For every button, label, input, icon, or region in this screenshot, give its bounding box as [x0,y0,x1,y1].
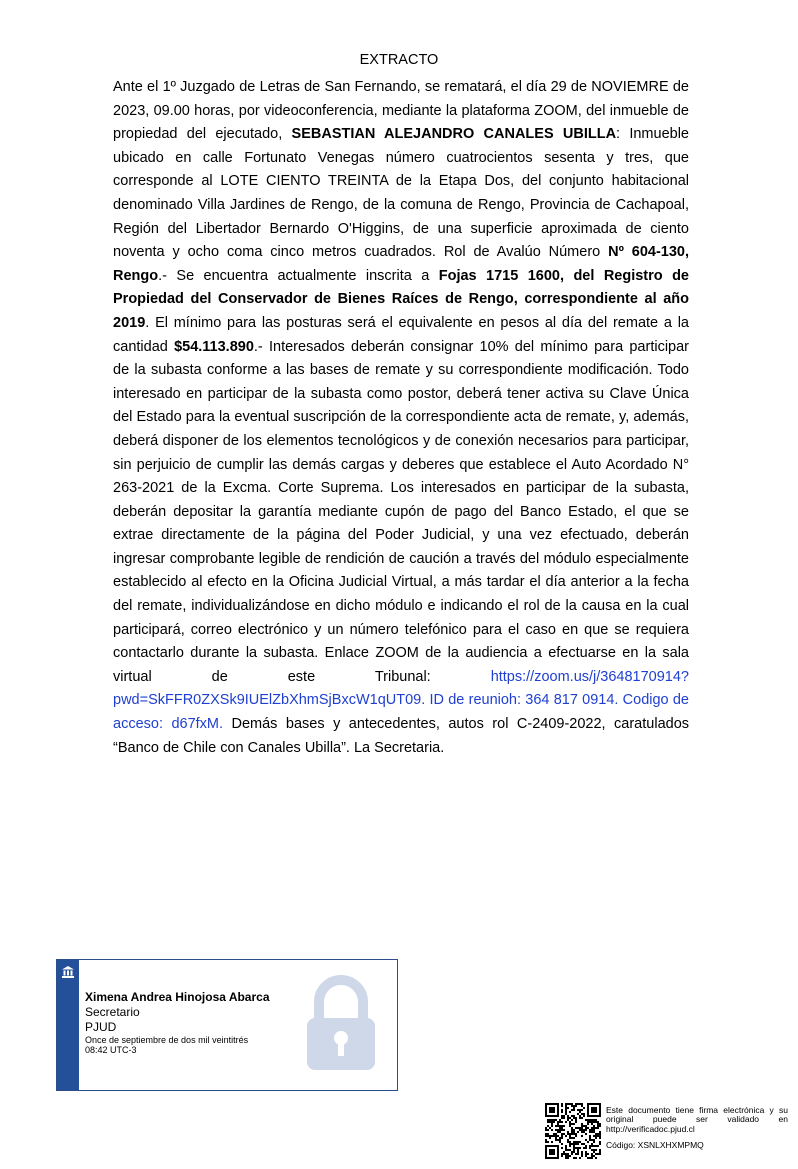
qr-code [545,1103,601,1159]
body-text-part: : Inmueble ubicado en calle Fortunato Venegas número cuatrocientos sesenta y tres, que corresponde al LOTE CIENTO TREINTA de la Etapa Dos, del conjunto habitacional denominado Villa Jardines de Rengo, de la comuna de Rengo, Provincia de Cachapoal, Región del Libertador Bernardo O'Higgins, de una superficie aproximada de ciento noventa y ocho coma cinco metros cuadrados. Rol de Avalúo Número [113,126,689,261]
signer-organization: PJUD [85,1020,117,1034]
body-text-part: Ante el 1º Juzgado de Letras de San Fernando, se rematará, el día 29 de NOVIEMRE de 2023, 09.00 horas, por videoconferencia, mediante la plataforma ZOOM, del inmueble de propiedad del ejecutado, [113,79,689,143]
rol-number: Nº 604-130, Rengo [113,244,690,284]
signature-date: Once de septiembre de dos mil veintitrés [85,1035,249,1045]
verification-code: Código: XSNLXHXMPMQ [606,1140,704,1151]
signer-name: Ximena Andrea Hinojosa Abarca [85,990,270,1004]
registry-reference: Fojas 1715 1600, del Registro de Propiedad del Conservador de Bienes Raíces de Rengo, correspondiente al año 2019 [113,267,689,331]
body-text-part: . El mínimo para las posturas será el equivalente en pesos al día del remate a la cantidad [113,314,689,355]
courthouse-icon [61,965,75,979]
verification-text: Este documento tiene firma electrónica y su original puede ser validado en http://verificadoc.pjud.cl [606,1105,788,1134]
body-text-part: .- Se encuentra actualmente inscrita a [158,267,439,284]
signer-role: Secretario [85,1005,140,1019]
debtor-name: SEBASTIAN ALEJANDRO CANALES UBILLA [291,126,617,143]
zoom-link[interactable]: https://zoom.us/j/3648170914?pwd=SkFFR0ZXSk9IUElZbXhmSjBxcW1qUT09. ID de reunioh: 364 817 0914. Codigo de acceso: d67fxM. [113,668,689,733]
body-text-part: Demás bases y antecedentes, autos rol C-2409-2022, caratulados “Banco de Chile con Canales Ubilla”. La Secretaria. [113,716,690,756]
signature-details [85,990,270,1055]
electronic-signature-box [56,959,398,1091]
signature-sidebar [57,960,79,1090]
signature-time: 08:42 UTC-3 [85,1045,137,1055]
document-body [113,76,689,760]
minimum-amount: $54.113.890 [174,338,254,355]
lock-icon [301,974,381,1074]
document-title: EXTRACTO [359,52,439,68]
verification-notice [606,1106,788,1151]
body-text-part: .- Interesados deberán consignar 10% del mínimo para participar de la subasta conforme a las bases de remate y su correspondiente modificación. Todo interesado en participar de la subasta como postor, deberá tener activa su Clave Única del Estado para la eventual suscripción de la correspondiente acta de remate, y, además, deberá disponer de los elementos tecnológicos y de conexión necesarios para participar, sin perjuicio de cumplir las demás cargas y deberes que establece el Auto Acordado N° 263-2021 de la Excma. Corte Suprema. Los interesados en participar de la subasta, deberán depositar la garantía mediante cupón de pago del Banco Estado, el que se extrae directamente de la página del Poder Judicial, y una vez efectuado, deberán ingresar comprobante legible de rendición de caución a través del módulo especialmente establecido al efecto en la Oficina Judicial Virtual, a más tardar el día anterior a la fecha del remate, individualizándose en dicho módulo e indicando el rol de la causa en la cual participará, correo electrónico y un número telefónico para el caso en que se requiera contactarlo durante la subasta. Enlace ZOOM de la audiencia a efectuarse en la sala virtual de este Tribunal: [113,338,689,685]
